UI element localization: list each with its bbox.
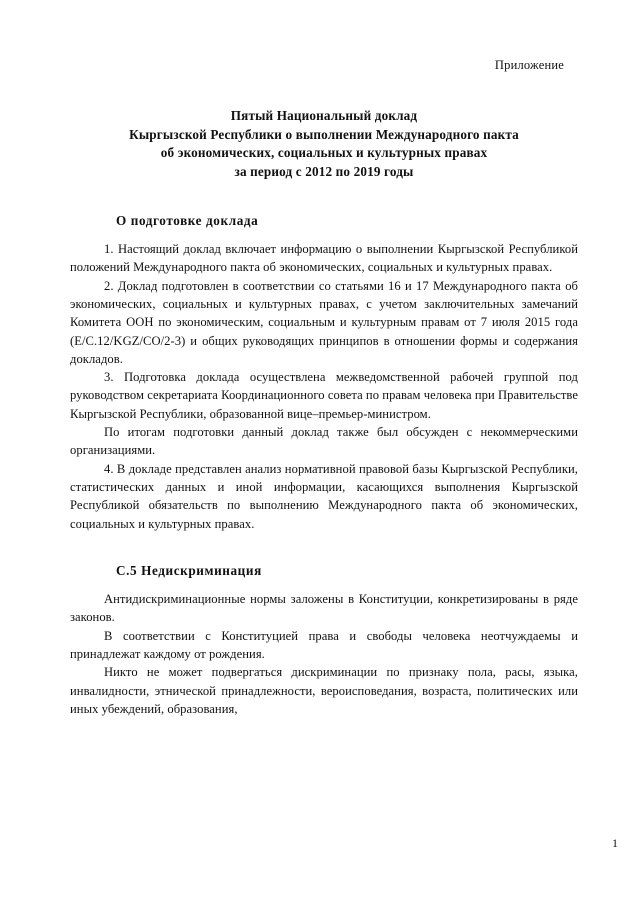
section-body-nondiscrimination: [70, 590, 578, 718]
section-heading-preparation: О подготовке доклада: [116, 212, 259, 228]
title-line-2: Кыргызской Республики о выполнении Международного пакта: [129, 126, 519, 142]
section-heading-nondiscrimination: С.5 Недискриминация: [116, 562, 262, 578]
section-body-preparation: [70, 240, 578, 533]
paragraph-1: 1. Настоящий доклад включает информацию о выполнении Кыргызской Республикой положений Международного пакта об экономических, социальных и культурных правах.: [70, 241, 578, 275]
page-number: 1: [612, 836, 618, 850]
title-line-4: за период с 2012 по 2019 годы: [234, 164, 414, 180]
paragraph-3b: По итогам подготовки данный доклад также был обсужден с некоммерческими организациями.: [70, 425, 578, 458]
title-line-1: Пятый Национальный доклад: [230, 108, 418, 123]
paragraph-6: В соответствии с Конституцией права и свободы человека неотчуждаемы и принадлежат каждому от рождения.: [70, 628, 578, 661]
appendix-label: Приложение: [494, 58, 564, 72]
paragraph-5: Антидискриминационные нормы заложены в Конституции, конкретизированы в ряде законов.: [70, 591, 578, 625]
paragraph-7: Никто не может подвергаться дискриминации по признаку пола, расы, языка, инвалидности, этнической принадлежности, вероисповедания, возраста, политических или иных убеждений, образования,: [70, 665, 578, 716]
page-title: [70, 107, 578, 182]
title-line-3: об экономических, социальных и культурных правах: [160, 145, 488, 161]
paragraph-3: 3. Подготовка доклада осуществлена межведомственной рабочей группой под руководством секретариата Координационного совета по правам человека при Правительстве Кыргызской Республики, образованной вице–премьер-министром.: [70, 370, 578, 421]
paragraph-2: 2. Доклад подготовлен в соответствии со статьями 16 и 17 Международного пакта об экономических, социальных и культурных правах, с учетом заключительных замечаний Комитета ООН по экономическим, социальным и культурным правам от 7 июля 2015 года (E/C.12/KGZ/CO/2-3) и общих руководящих принципов в отношении формы и содержания докладов.: [70, 278, 578, 366]
paragraph-4: 4. В докладе представлен анализ нормативной правовой базы Кыргызской Республики, статистических данных и иной информации, касающихся выполнения Кыргызской Республикой обязательств по выполнению Международного пакта об экономических, социальных и культурных правах.: [70, 461, 578, 531]
